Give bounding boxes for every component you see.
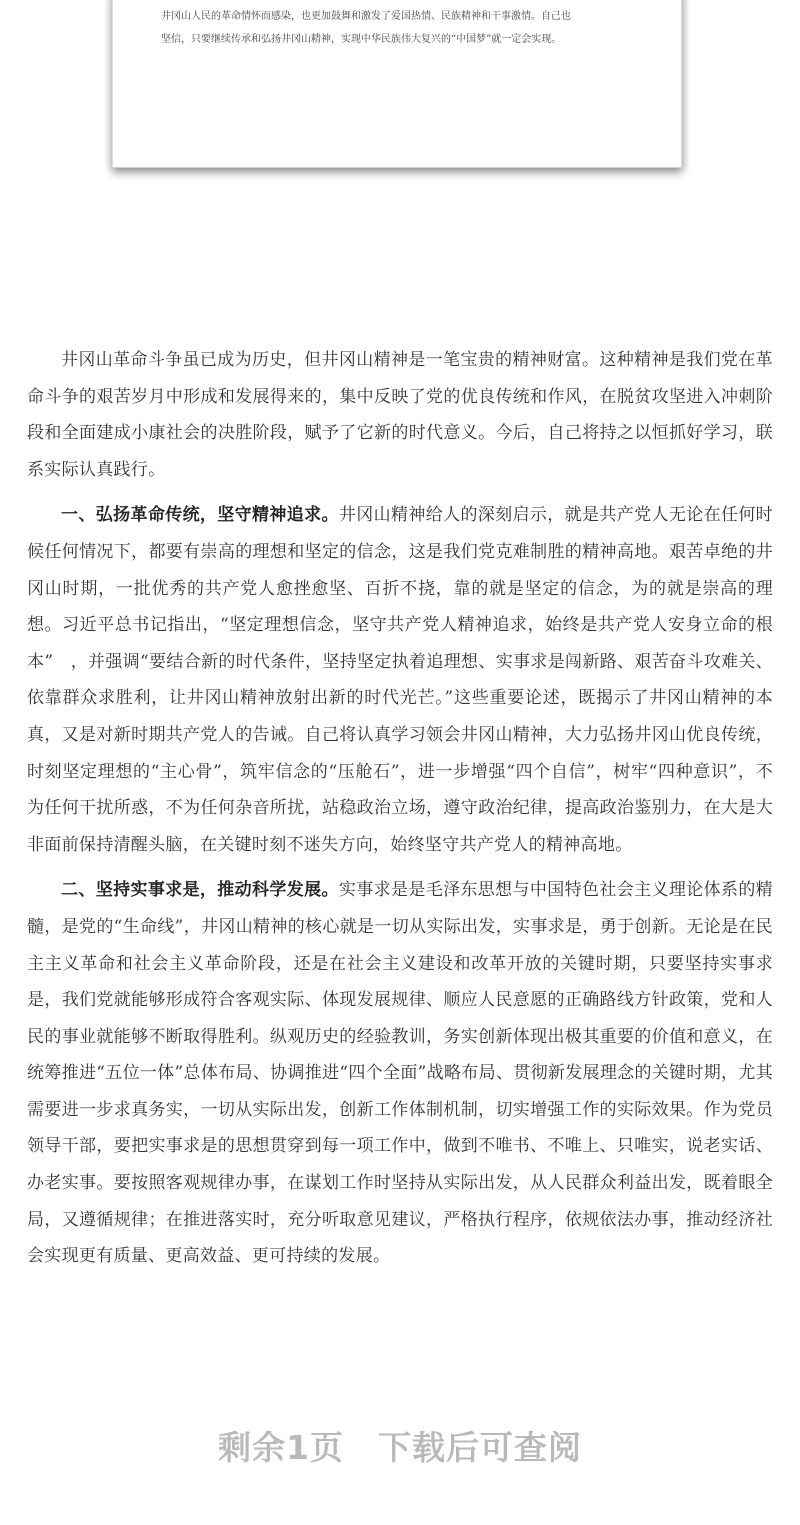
preview-text-line: 坚信，只要继续传承和弘扬井冈山精神，实现中华民族伟大复兴的“中国梦”就一定会实现。 bbox=[161, 34, 562, 45]
document-preview-card bbox=[112, 0, 682, 168]
article-body bbox=[27, 342, 773, 1284]
section-2-text: 实事求是是毛泽东思想与中国特色社会主义理论体系的精髓，是党的“生命线”，井冈山精神的核心就是一切从实际出发，实事求是，勇于创新。无论是在民主主义革命和社会主义革命阶段，还是在社会主义建设和改革开放的关键时期，只要坚持实事求是，我们党就能够形成符合客观实际、体现发展规律、顺应人民意愿的正确路线方针政策，党和人民的事业就能够不断取得胜利。纵观历史的经验教训，务实创新体现出极其重要的价值和意义，在统筹推进“五位一体”总体布局、协调推进“四个全面”战略布局、贯彻新发展理念的关键时期，尤其需要进一步求真务实，一切从实际出发，创新工作体制机制，切实增强工作的实际效果。作为党员领导干部，要把实事求是的思想贯穿到每一项工作中，做到不唯书、不唯上、只唯实，说老实话、办老实事。要按照客观规律办事，在谋划工作时坚持从实际出发，从人民群众利益出发，既着眼全局，又遵循规律；在推进落实时，充分听取意见建议，严格执行程序，依规依法办事，推动经济社会实现更有质量、更高效益、更可持续的发展。 bbox=[27, 880, 773, 1267]
intro-text: 井冈山革命斗争虽已成为历史，但井冈山精神是一笔宝贵的精神财富。这种精神是我们党在革命斗争的艰苦岁月中形成和发展得来的，集中反映了党的优良传统和作风，在脱贫攻坚进入冲刺阶段和全面建成小康社会的决胜阶段，赋予了它新的时代意义。今后，自己将持之以恒抓好学习，联系实际认真践行。 bbox=[27, 350, 773, 480]
remaining-pages-label[interactable]: 剩余1页 bbox=[218, 1428, 344, 1467]
section-2-heading: 二、坚持实事求是，推动科学发展。 bbox=[61, 880, 339, 901]
download-to-view-label[interactable]: 下载后可查阅 bbox=[377, 1428, 582, 1467]
preview-text-line: 井冈山人民的革命情怀而感染，也更加鼓舞和激发了爱国热情、民族精神和干事激情。自己也 bbox=[161, 11, 571, 22]
section-2-paragraph bbox=[27, 872, 773, 1275]
section-1-text: 井冈山精神给人的深刻启示，就是共产党人无论在任何时候任何情况下，都要有崇高的理想和坚定的信念，这是我们党克难制胜的精神高地。艰苦卓绝的井冈山时期，一批优秀的共产党人愈挫愈坚、百折不挠，靠的就是坚定的信念，为的就是崇高的理想。习近平总书记指出，“坚定理想信念，坚守共产党人精神追求，始终是共产党人安身立命的根本” ，并强调“要结合新的时代条件，坚持坚定执着追理想、实事求是闯新路、艰苦奋斗攻难关、依靠群众求胜利，让井冈山精神放射出新的时代光芒。”这些重要论述，既揭示了井冈山精神的本真，又是对新时期共产党人的告诫。自己将认真学习领会井冈山精神，大力弘扬井冈山优良传统，时刻坚定理想的“主心骨”，筑牢信念的“压舱石”，进一步增强“四个自信”，树牢“四种意识”，不为任何干扰所惑，不为任何杂音所扰，站稳政治立场，遵守政治纪律，提高政治鉴别力，在大是大非面前保持清醒头脑，在关键时刻不迷失方向，始终坚守共产党人的精神高地。 bbox=[27, 505, 773, 855]
download-prompt[interactable] bbox=[0, 1422, 800, 1469]
intro-paragraph bbox=[27, 342, 773, 488]
section-1-heading: 一、弘扬革命传统，坚守精神追求。 bbox=[61, 505, 339, 526]
section-1-paragraph bbox=[27, 497, 773, 863]
